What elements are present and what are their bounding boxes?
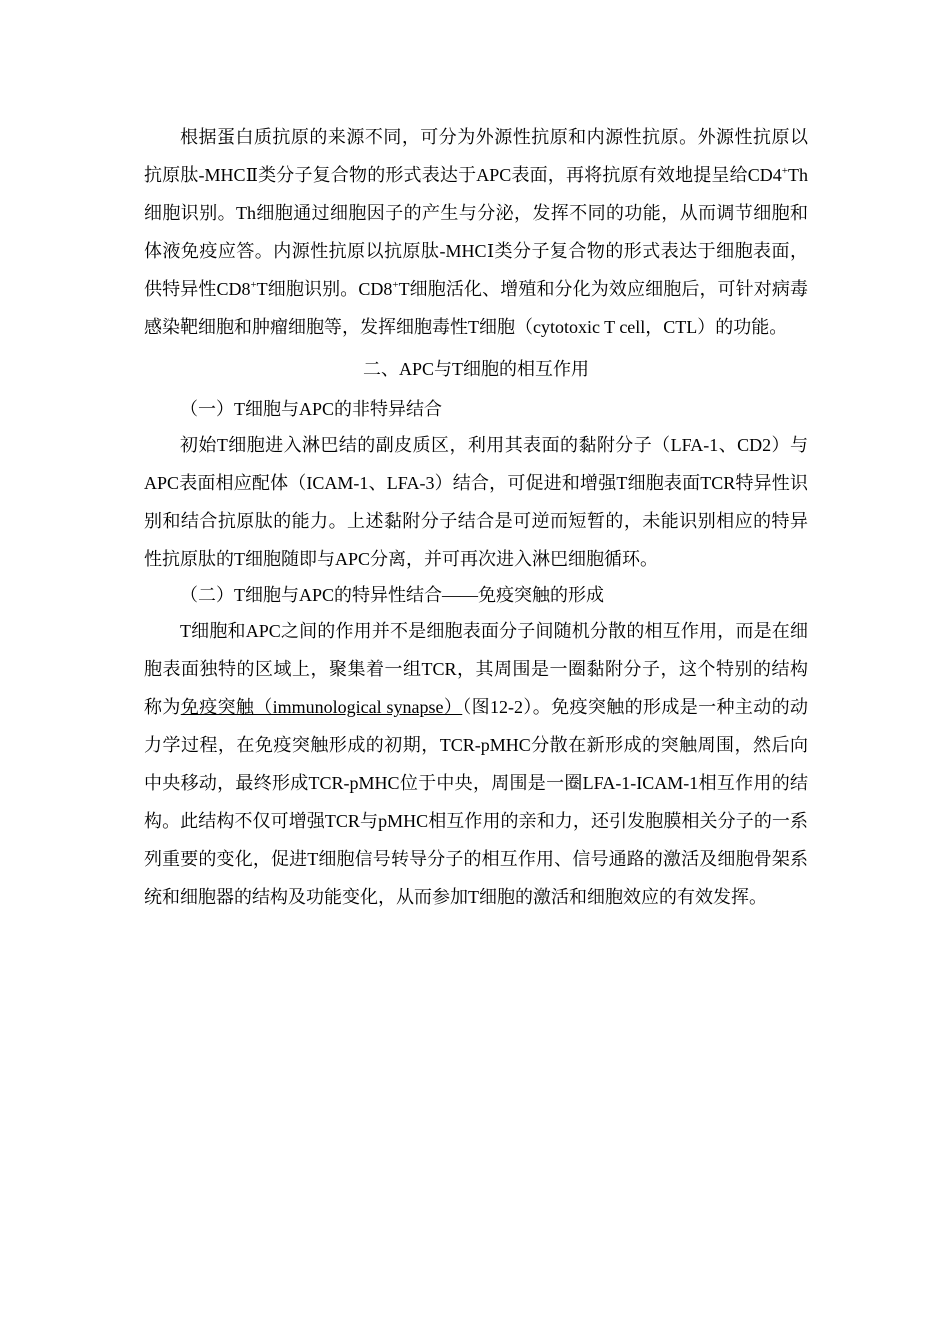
superscript-plus: + (781, 165, 788, 177)
para3-text-b: （图12-2）。免疫突触的形成是一种主动的动力学过程，在免疫突触形成的初期，TCR-pMHC分散在新形成的突触周围，然后向中央移动，最终形成TCR-pMHC位于中央，周围是一圈LFA-1-ICAM-1相互作用的结构。此结构不仅可增强TCR与pMHC相互作用的亲和力，还引发胞膜相关分子的一系列重要的变化，促进T细胞信号转导分子的相互作用、信号通路的激活及细胞骨架系统和细胞器的结构及功能变化，从而参加T细胞的激活和细胞效应的有效发挥。 (144, 697, 809, 907)
para1-text-c: T细胞识别。CD8 (256, 279, 393, 299)
paragraph-immunological-synapse (144, 612, 808, 916)
para3-text-a: T细胞和APC之间的作用并不是细胞表面分子间随机分散的相互作用，而是在细胞表面独特的区域上，聚集着一组TCR，其周围是一圈黏附分子，这个特别的结构称为 (144, 621, 808, 717)
subsection-title-nonspecific: （一）T细胞与APC的非特异结合 (180, 399, 443, 419)
para1-text-a: 根据蛋白质抗原的来源不同，可分为外源性抗原和内源性抗原。外源性抗原以抗原肽-MHCⅡ类分子复合物的形式表达于APC表面，再将抗原有效地提呈给CD4 (144, 127, 808, 185)
paragraph-antigen-sources (144, 118, 808, 346)
section-title: 二、APC与T细胞的相互作用 (362, 359, 589, 379)
superscript-plus: + (392, 279, 399, 291)
paragraph-nonspecific-binding: 初始T细胞进入淋巴结的副皮质区，利用其表面的黏附分子（LFA-1、CD2）与APC表面相应配体（ICAM-1、LFA-3）结合，可促进和增强T细胞表面TCR特异性识别和结合抗原肽的能力。上述黏附分子结合是可逆而短暂的，未能识别相应的特异性抗原肽的T细胞随即与APC分离，并可再次进入淋巴细胞循环。 (144, 435, 808, 569)
superscript-plus: + (250, 279, 257, 291)
term-immunological-synapse: 免疫突触（immunological synapse） (180, 697, 463, 717)
subsection-title-specific: （二）T细胞与APC的特异性结合——免疫突触的形成 (180, 585, 605, 605)
text-body (144, 118, 808, 916)
para1-text-d: T细胞活化、增殖和分化为效应细胞后，可针对病毒感染靶细胞和肿瘤细胞等，发挥细胞毒性T细胞（cytotoxic T cell，CTL）的功能。 (144, 279, 808, 337)
para1-text-b: Th细胞识别。Th细胞通过细胞因子的产生与分泌，发挥不同的功能，从而调节细胞和体液免疫应答。内源性抗原以抗原肽-MHCⅠ类分子复合物的形式表达于细胞表面，供特异性CD8 (144, 165, 808, 299)
